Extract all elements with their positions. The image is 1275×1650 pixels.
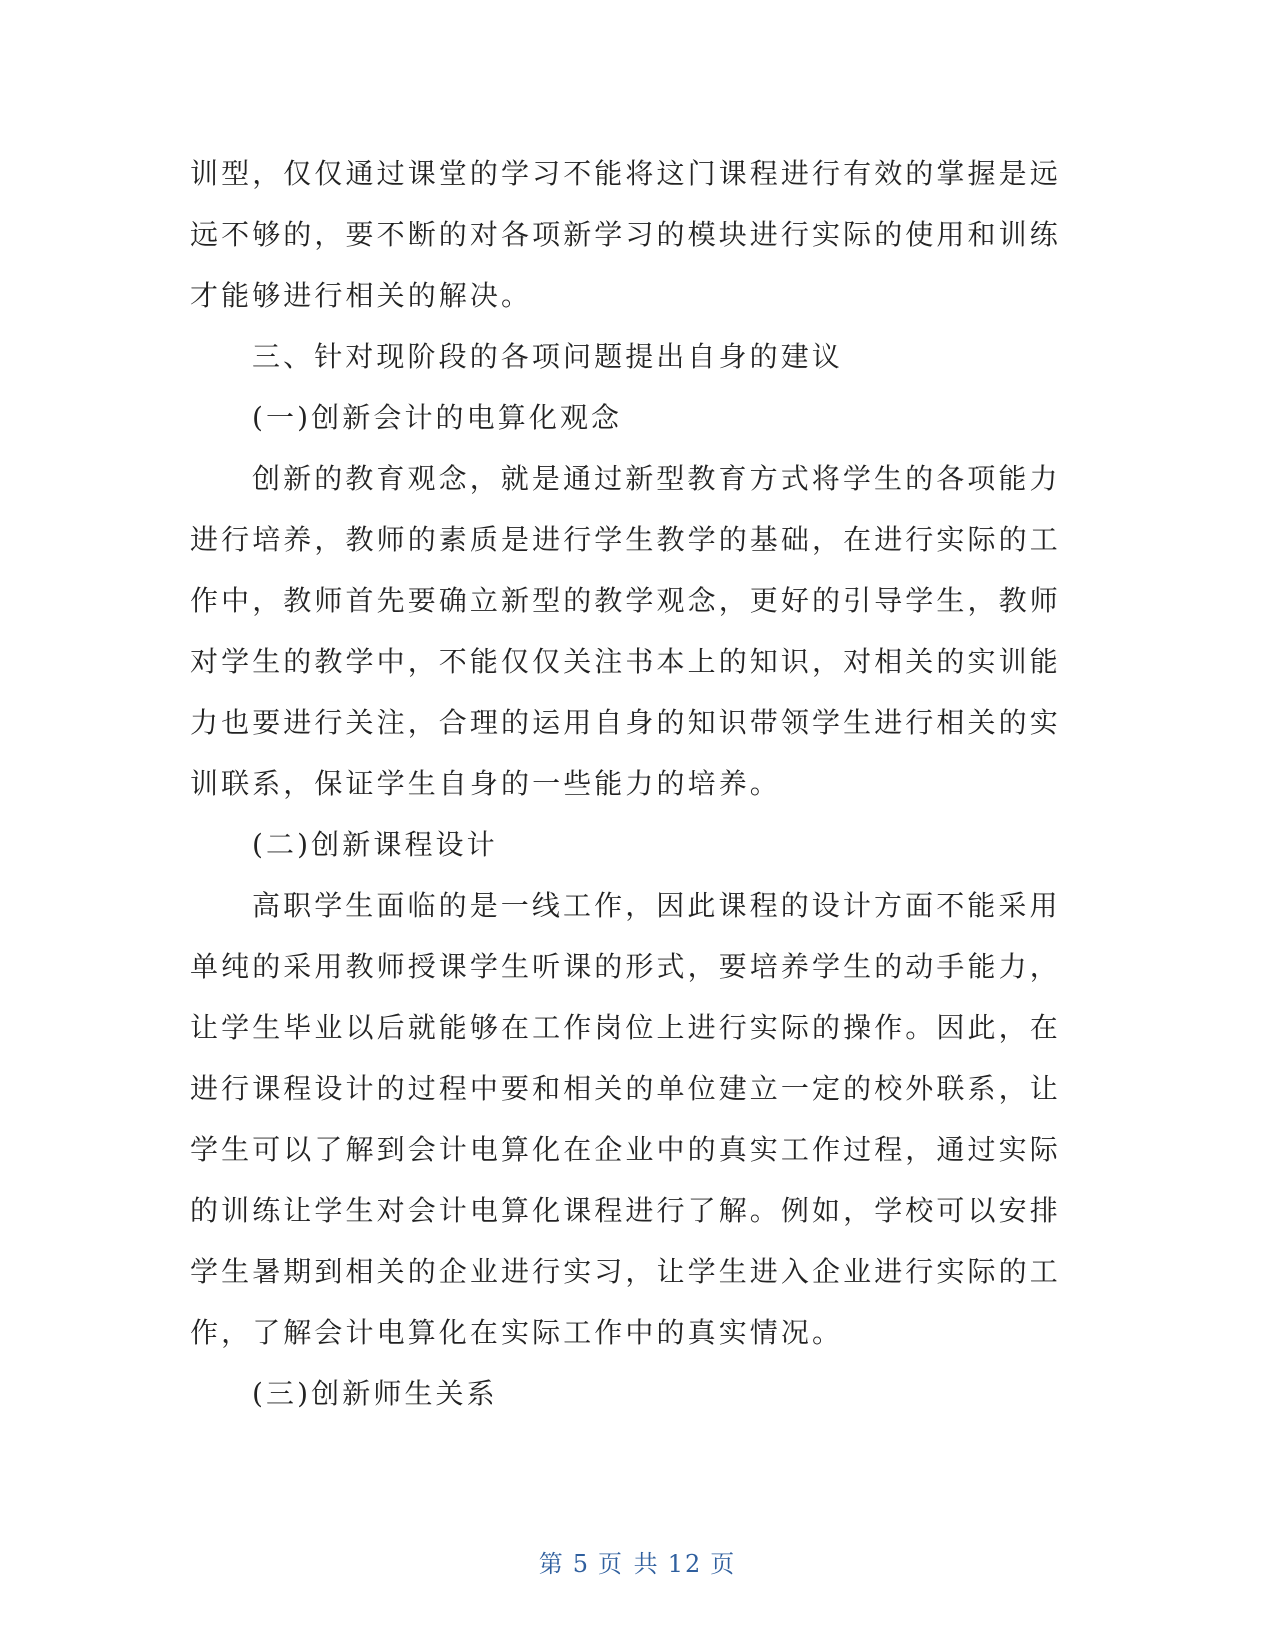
document-body [190,143,1066,1424]
paragraph-line: 单纯的采用教师授课学生听课的形式，要培养学生的动手能力， [190,950,1061,983]
subsection-3-heading: (三)创新师生关系 [252,1377,498,1410]
paragraph-line: 力也要进行关注，合理的运用自身的知识带领学生进行相关的实 [190,706,1061,739]
paragraph-line: 的训练让学生对会计电算化课程进行了解。例如，学校可以安排 [190,1194,1061,1227]
body-line: 才能够进行相关的解决。 [190,279,533,312]
page-footer [0,1544,1275,1579]
paragraph-line: 进行课程设计的过程中要和相关的单位建立一定的校外联系，让 [190,1072,1061,1105]
paragraph-line: 高职学生面临的是一线工作，因此课程的设计方面不能采用 [252,889,1061,922]
body-line: 远不够的，要不断的对各项新学习的模块进行实际的使用和训练 [190,218,1061,251]
footer-suffix: 页 [710,1550,737,1578]
footer-total-pages: 12 [667,1550,703,1578]
paragraph-line: 进行培养，教师的素质是进行学生教学的基础，在进行实际的工 [190,523,1061,556]
paragraph-line: 作，了解会计电算化在实际工作中的真实情况。 [190,1316,844,1349]
paragraph-line: 对学生的教学中，不能仅仅关注书本上的知识，对相关的实训能 [190,645,1061,678]
paragraph-line: 作中，教师首先要确立新型的教学观念，更好的引导学生，教师 [190,584,1061,617]
footer-current-page: 5 [572,1550,591,1578]
paragraph-line: 训联系，保证学生自身的一些能力的培养。 [190,767,781,800]
footer-prefix: 第 [538,1550,565,1578]
subsection-1-heading: (一)创新会计的电算化观念 [252,401,623,434]
footer-middle: 页 共 [598,1550,660,1578]
subsection-2-heading: (二)创新课程设计 [252,828,498,861]
paragraph-line: 学生暑期到相关的企业进行实习，让学生进入企业进行实际的工 [190,1255,1061,1288]
paragraph-line: 创新的教育观念，就是通过新型教育方式将学生的各项能力 [252,462,1061,495]
body-line: 训型，仅仅通过课堂的学习不能将这门课程进行有效的掌握是远 [190,157,1061,190]
section-3-heading: 三、针对现阶段的各项问题提出自身的建议 [252,340,843,373]
paragraph-line: 学生可以了解到会计电算化在企业中的真实工作过程，通过实际 [190,1133,1061,1166]
paragraph-line: 让学生毕业以后就能够在工作岗位上进行实际的操作。因此，在 [190,1011,1061,1044]
